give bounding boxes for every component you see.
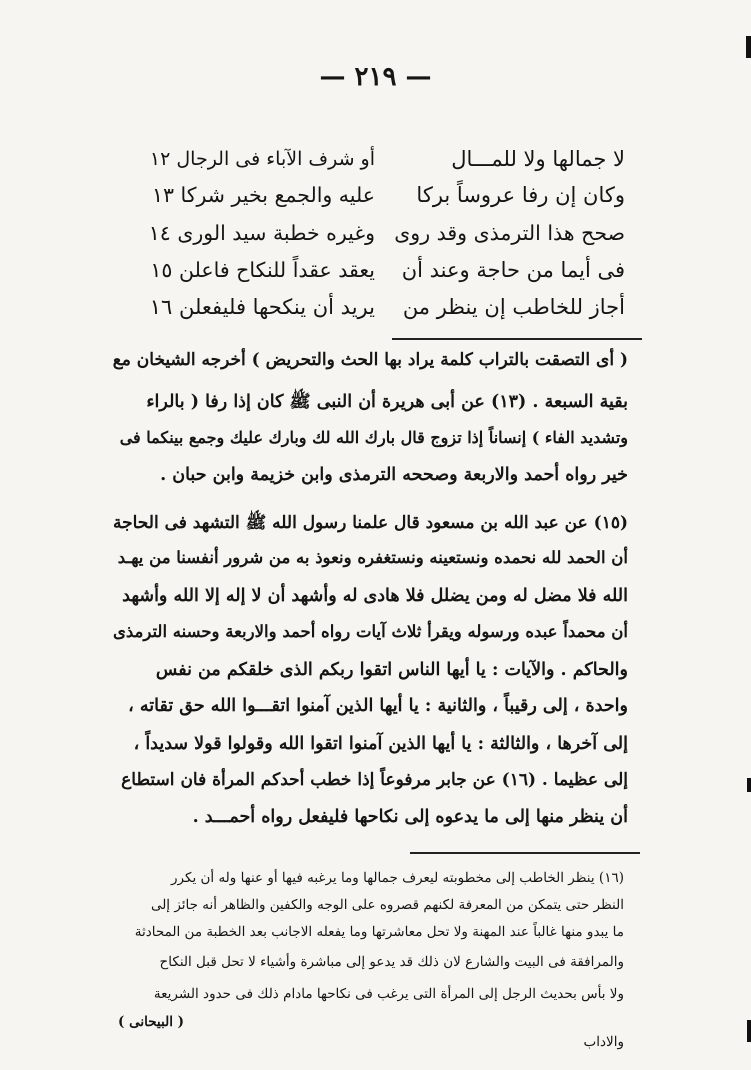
commentary-line: (١٥) عن عبد الله بن مسعود قال علمنا رسول الله ﷺ التشهد فى الحاجة <box>113 513 628 533</box>
verse-line <box>150 142 625 176</box>
commentary-line: إلى آخرها ، والثالثة : يا أيها الذين آمنوا اتقوا الله وقولوا قولا سديداً ، <box>133 734 628 754</box>
scan-edge-mark <box>746 36 751 58</box>
verse-second-hemistich: وغيره خطبة سيد الورى ١٤ <box>148 221 375 245</box>
verse-second-hemistich: يعقد عقداً للنكاح فاعلن ١٥ <box>150 258 375 282</box>
commentary-line: خير رواه أحمد والاربعة وصححه الترمذى وابن خزيمة وابن حبان . <box>160 465 628 485</box>
footnote-line: والمرافقة فى البيت والشارع لان ذلك قد يدعو إلى مباشرة وأشياء لا تحل قبل النكاح <box>159 954 624 970</box>
verse-first-hemistich: لا جمالها ولا للمـــال <box>451 147 625 171</box>
verse-line <box>150 216 625 250</box>
commentary-line: والحاكم . والآيات : يا أيها الناس اتقوا ربكم الذى خلقكم من نفس <box>155 660 628 680</box>
verse-line <box>150 178 625 212</box>
commentary-line: الله فلا مضل له ومن يضلل فلا هادى له وأشهد أن لا إله إلا الله وأشهد <box>122 586 628 606</box>
verse-second-hemistich: يريد أن ينكحها فليفعلن ١٦ <box>149 295 375 319</box>
verse-first-hemistich: صحح هذا الترمذى وقد روى <box>394 221 625 245</box>
footnote-line: ما يبدو منها غالباً عند المهنة ولا تحل معاشرتها وما يفعله الاجانب بعد الخطبة من المحادثة <box>134 924 624 940</box>
verse-first-hemistich: وكان إن رفا عروساً بركا <box>416 183 625 207</box>
footnote-line: النظر حتى يتمكن من المعرفة لكنهم قصروه على الوجه والكفين والظاهر أنه جائز إلى <box>150 897 624 913</box>
commentary-line: بقية السبعة . (١٣) عن أبى هريرة أن النبى ﷺ كان إذا رفا ( بالراء <box>146 392 628 412</box>
commentary-line: واحدة ، إلى رقيباً ، والثانية : يا أيها الذين آمنوا اتقـــوا الله حق تقاته ، <box>128 696 628 716</box>
commentary-line: ( أى التصقت بالتراب كلمة يراد بها الحث والتحريض ) أخرجه الشيخان مع <box>112 350 628 370</box>
footnote-line: (١٦) ينظر الخاطب إلى مخطوبته ليعرف جمالها وما يرغبه فيها أو عنها وله أن يكرر <box>171 870 624 886</box>
verse-line <box>150 253 625 287</box>
verse-line <box>150 290 625 324</box>
footnote-separator <box>410 852 640 854</box>
footnote-signature: ( البيحانى ) <box>118 1014 185 1030</box>
verse-second-hemistich: أو شرف الآباء فى الرجال ١٢ <box>149 148 375 170</box>
scan-edge-mark <box>747 778 751 792</box>
footnote-line: والاداب <box>583 1034 624 1050</box>
commentary-line: وتشديد الفاء ) إنساناً إذا تزوج قال بارك الله لك وبارك عليك وجمع بينكما فى <box>119 428 628 447</box>
commentary-separator <box>392 338 642 340</box>
commentary-line: إلى عظيما . (١٦) عن جابر مرفوعاً إذا خطب أحدكم المرأة فان استطاع <box>121 770 628 790</box>
verse-first-hemistich: فى أيما من حاجة وعند أن <box>401 258 625 282</box>
footnote-line: ولا بأس بحديث الرجل إلى المرأة التى يرغب فى نكاحها مادام ذلك فى حدود الشريعة <box>153 986 624 1002</box>
commentary-line: أن ينظر منها إلى ما يدعوه إلى نكاحها فليفعل رواه أحمـــد . <box>192 807 628 827</box>
verse-first-hemistich: أجاز للخاطب إن ينظر من <box>402 295 625 319</box>
page-number: — ٢١٩ — <box>319 62 432 92</box>
commentary-line: أن الحمد لله نحمده ونستعينه ونستغفره ونعوذ به من شرور أنفسنا من يهـد <box>117 548 628 567</box>
commentary-line: أن محمداً عبده ورسوله ويقرأ ثلاث آيات رواه أحمد والاربعة وحسنه الترمذى <box>112 622 628 641</box>
verse-second-hemistich: عليه والجمع بخير شركا ١٣ <box>151 183 375 207</box>
scan-edge-mark <box>747 1020 751 1042</box>
